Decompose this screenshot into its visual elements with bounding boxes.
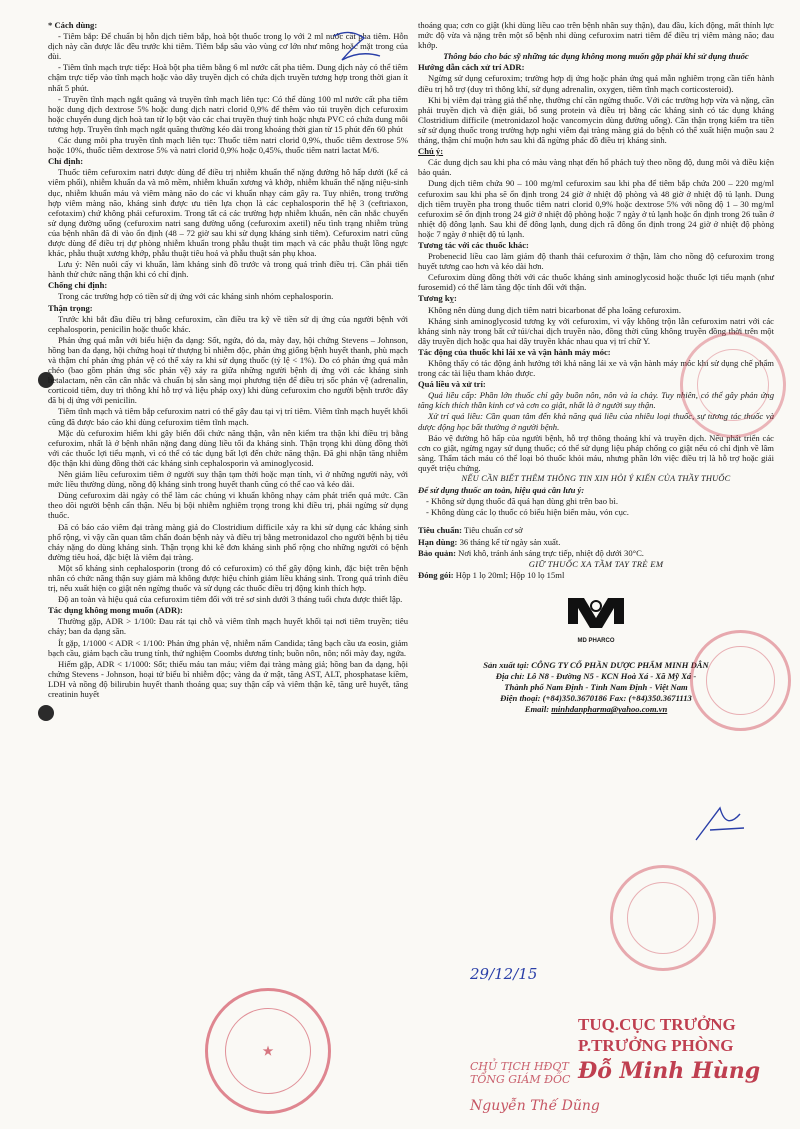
than-trong-para: Một số kháng sinh cephalosporin (trong đó có cefuroxim) có thể gây động kinh, đặc biệt trên bệnh nhân có chức năng thận suy giảm mà không được hiệu chỉnh giảm liều kháng sinh. Trong quá trình điều trị, nếu xuất hiện co giật nên ngừng thuốc và sử dụng các thuốc điều trị động kinh thích hợp. bbox=[48, 562, 408, 594]
cach-dung-para: - Truyền tĩnh mạch ngắt quãng và truyền tĩnh mạch liên tục: Có thể dùng 100 ml nước cất pha tiêm hoặc dung dịch dextrose 5% hoặc dung dịch natri clorid 0,9% để thêm vào túi truyền dịch cefuroxim hoặc chuyển dung dịch hoà tan từ lọ bột vào các chai truyền thuỷ tinh hoặc nhựa PVC có chứa dung môi tương hợp. Truyền tĩnh mạch ngắt quãng thường kéo dài trong khoảng thời gian từ 15 phút đến 60 phút bbox=[48, 93, 408, 134]
director-title-1: CHỦ TỊCH HĐQT bbox=[470, 1060, 569, 1073]
dong-goi-label: Đóng gói: bbox=[418, 569, 454, 580]
chi-dinh-title: Chỉ định: bbox=[48, 156, 84, 167]
than-trong-para: Đã có báo cáo viêm đại tràng màng giả do Clostridium difficile xảy ra khi sử dụng các kháng sinh phổ rộng, vì vậy cần quan tâm chẩn đoán bệnh này và điều trị bằng metronidazol cho người bệnh bị tiêu chảy nặng do dùng kháng sinh. Thận trọng khi kê đơn kháng sinh phổ rộng cho những người có bệnh đường tiêu hoá, đặc biệt là viêm đại tràng. bbox=[48, 521, 408, 562]
signature-scribble-icon bbox=[690, 800, 750, 850]
adr-para: Hiếm gặp, ADR < 1/1000: Sốt; thiếu máu tan máu; viêm đại tràng màng giả; hồng ban đa dạng, hội chứng Stevens - Johnson, hoại tử biểu bì nhiễm độc; vàng da ứ mật, tăng AST, ALT, phosphatase kiềm, LDH và nồng độ bilirubin huyết thanh thoáng qua; suy thận cấp và viêm thận kẽ, tăng urê huyết, tăng creatinin huyết bbox=[48, 658, 408, 699]
dong-goi-value: Hộp 1 lọ 20ml; Hộp 10 lọ 15ml bbox=[455, 569, 565, 580]
tuong-tac-para: Cefuroxim dùng đồng thời với các thuốc kháng sinh aminoglycosid hoặc thuốc lợi tiểu mạnh (như furosemid) có thể làm tăng độc tính đối với thận. bbox=[418, 272, 774, 293]
signoff-title-2: P.TRƯỞNG PHÒNG bbox=[578, 1036, 734, 1055]
adr-para: Thường gặp, ADR > 1/100: Đau rát tại chỗ và viêm tĩnh mạch huyết khối tại nơi tiêm truyền; tiêu chảy; ban da dạng sần. bbox=[48, 616, 408, 637]
storage-note: GIỮ THUỐC XA TẦM TAY TRẺ EM bbox=[528, 558, 664, 569]
approval-stamp bbox=[690, 630, 791, 731]
chu-y-para: Dung dịch tiêm chứa 90 – 100 mg/ml cefuroxim sau khi pha để tiêm bắp chứa 200 – 220 mg/ml cefuroxim sau khi pha sẽ ổn định trong 24 giờ ở nhiệt độ phòng và 48 giờ ở nhiệt độ tủ lạnh. Dung dịch tiêm truyền pha trong thuốc tiêm natri clorid 0,9% hoặc dextrose 5% với nồng độ 1 – 30 mg/ml cefuroxim sẽ ổn định trong 24 giờ ở nhiệt độ phòng hoặc 7 ngày ở tủ lạnh hoặc ổn định trong 26 tuần ở nhiệt độ đông lạnh. Sau khi để đông lạnh, dung dịch rã đông ổn định trong 24 giờ ở nhiệt độ phòng hoặc 7 ngày ở nhiệt độ tủ lạnh. bbox=[418, 178, 774, 239]
director-title-2: TỔNG GIÁM ĐỐC bbox=[470, 1073, 571, 1086]
left-column bbox=[48, 20, 408, 700]
han-dung-row bbox=[418, 537, 774, 547]
tuong-ky-title: Tương kỵ: bbox=[418, 293, 457, 304]
than-trong-para: Phản ứng quá mẫn với biểu hiện đa dạng: Sốt, ngứa, đỏ da, mày đay, hội chứng Stevens – Johnson, hồng ban đa dạng, hội chứng hoại tử thượng bì nhiễm độc, phản ứng giống bệnh huyết thanh, phù mạch và thậm chí phản ứng phản vệ có thể xảy ra khi sử dụng thuốc (tỷ lệ < 1%). Do có phản ứng quá mẫn chéo (bao gồm phản ứng sốc phản vệ) xảy ra giữa những người bệnh dị ứng với các kháng sinh betalactam, nên cần cân nhắc và chuẩn bị sẵn sàng mọi phương tiện để điều trị sốc phản vệ (adrenalin, corticoid tiêm, duy trì thông khí hỗ trợ và liệu pháp oxy) khi dùng cefuroxim cho người bệnh trước đây đã bị dị ứng với penicilin. bbox=[48, 334, 408, 406]
mfr-phone: Điện thoại: (+84)350.3670186 Fax: (+84)350.3671113 bbox=[500, 693, 692, 704]
chi-dinh-text: Thuốc tiêm cefuroxim natri được dùng để điều trị nhiễm khuẩn thể nặng đường hô hấp dưới (kể cả viêm phổi), nhiễm khuẩn da và mô mềm, nhiễm khuẩn xương và khớp, nhiễm khuẩn thể nặng niệu-sinh dục, nhiễm khuẩn máu và viêm màng não do các vi khuẩn nhạy cảm gây ra. Tuy nhiên, trong trường hợp viêm màng não, kháng sinh được ưu tiên lựa chọn là các cephalosporin thế hệ 3 (ceftriaxon, cefotaxim) chứ không phải cefuroxim. Trong tất cả các trường hợp nhiễm khuẩn, nên cân nhắc chuyển sử dụng đường uống (cefuroxim natri sang đường uống (cefuroxim axetil) nếu tình trạng nhiễm trùng của bệnh nhân đã đi vào ổn định (48 – 72 giờ sau khi sử dụng kháng sinh tiêm). Cefuroxim natri cũng được dùng để điều trị dự phòng nhiễm khuẩn trong phẫu thuật tim mạch và các phẫu thuật lồng ngực khác, phẫu thuật xương khớp, phẫu thuật tiêu hoá và phẫu thuật sản phụ khoa. bbox=[48, 167, 408, 259]
than-trong-para: Trước khi bắt đầu điều trị bằng cefuroxim, cần điều tra kỹ về tiền sử dị ứng của người bệnh với cephalosporin, penicilin hoặc thuốc khác. bbox=[48, 313, 408, 334]
company-seal-stamp bbox=[205, 988, 331, 1114]
tuong-tac-title: Tương tác với các thuốc khác: bbox=[418, 239, 529, 250]
tac-dong-text: Không thấy có tác động ảnh hưởng tới khả năng lái xe và vận hành máy móc khi sử dụng chế phẩm trong các tài liệu tham khảo được. bbox=[418, 358, 774, 379]
qua-lieu-para: Quá liều cấp: Phần lớn thuốc chỉ gây buồn nôn, nôn và ỉa chảy. Tuy nhiên, có thể gây phản ứng tăng kích thích thần kinh cơ và cơn co giật, nhất là ở người suy thận. bbox=[418, 390, 774, 411]
than-trong-para: Độ an toàn và hiệu quả của cefuroxim tiêm đối với trẻ sơ sinh dưới 3 tháng tuổi chưa được thiết lập. bbox=[58, 594, 403, 605]
than-trong-para: Nên giảm liều cefuroxim tiêm ở người suy thận tạm thời hoặc mạn tính, vì ở những người này, với mức liều thường dùng, nồng độ kháng sinh trong huyết thanh cũng có thể cao và kéo dài. bbox=[48, 469, 408, 490]
cach-dung-title: * Cách dùng: bbox=[48, 20, 98, 30]
mfr-name: Sản xuất tại: CÔNG TY CỔ PHẦN DƯỢC PHẨM MINH DÂN bbox=[483, 660, 709, 671]
luu-y-text: Lưu ý: Nên nuôi cấy vi khuẩn, làm kháng sinh đồ trước và trong quá trình điều trị. Cần phải tiến hành thử chức năng thận khi có chỉ định. bbox=[48, 259, 408, 280]
bao-quan-row bbox=[418, 548, 774, 558]
handwritten-date: 29/12/15 bbox=[470, 965, 538, 983]
stamp-inner-ring: ★ bbox=[225, 1008, 311, 1094]
bao-quan-value: Nơi khô, tránh ánh sáng trực tiếp, nhiệt độ dưới 30°C. bbox=[458, 547, 644, 558]
huong-dan-para: Ngừng sử dụng cefuroxim; trường hợp dị ứng hoặc phản ứng quá mẫn nghiêm trọng cần tiến hành điều trị hỗ trợ (duy trì thông khí, sử dụng adrenalin, oxygen, tiêm tĩnh mạch corticosteroid). bbox=[418, 73, 774, 94]
than-trong-para: Tiêm tĩnh mạch và tiêm bắp cefuroxim natri có thể gây đau tại vị trí tiêm. Viêm tĩnh mạch huyết khối cũng đã được báo cáo khi dùng cefuroxim tiêm tĩnh mạch. bbox=[48, 406, 408, 427]
qua-lieu-para: Bảo vệ đường hô hấp của người bệnh, hỗ trợ thông thoáng khí và truyền dịch. Nếu phát triển các cơn co giật, ngừng ngay sử dụng thuốc; có thể sử dụng liệu pháp chống co giật nếu có chỉ định về lâm sàng. Thẩm tách máu có thể loại bỏ thuốc khỏi máu, nhưng phần lớn việc điều trị là hỗ trợ hoặc giải quyết triệu chứng. bbox=[418, 432, 774, 473]
director-name: Nguyễn Thế Dũng bbox=[470, 1098, 600, 1114]
signature-scribble-icon bbox=[330, 26, 390, 66]
than-trong-para: Mặc dù cefuroxim hiếm khi gây biến đổi chức năng thận, vẫn nên kiểm tra thận khi điều trị bằng cefuroxim, nhất là ở bệnh nhân nặng đang dùng liều tối đa kháng sinh. Thận trọng khi dùng đồng thời với các thuốc lợi tiểu mạnh, vì có thể có tác dụng bất lợi đến chức năng thận. Đã ghi nhận tăng nhiễm độc thận khi dùng đồng thời các kháng sinh cephalosporin và aminoglycosid. bbox=[48, 427, 408, 468]
chong-chi-dinh-text: Trong các trường hợp có tiền sử dị ứng với các kháng sinh nhóm cephalosporin. bbox=[58, 291, 334, 302]
stamp-inner-ring bbox=[706, 646, 775, 715]
tieu-chuan-value: Tiêu chuẩn cơ sở bbox=[464, 525, 523, 536]
chu-y-title: Chú ý: bbox=[418, 146, 444, 157]
tuong-ky-para: Kháng sinh aminoglycosid tương kỵ với cefuroxim, vì vậy không trộn lẫn cefuroxim natri với các kháng sinh này trong bất cứ túi/chai dịch truyền nào, đồng thời cũng không truyền đồng thời trên một dây truyền dịch hoặc qua hai dây truyền khác nhau qua vị trí chữ Y. bbox=[418, 315, 774, 346]
stamp-inner-ring bbox=[627, 882, 699, 954]
notice-title: Thông báo cho bác sỹ những tác dụng không mong muốn gặp phải khi sử dụng thuốc bbox=[443, 51, 749, 62]
tac-dong-title: Tác động của thuốc khi lái xe và vận hành máy móc: bbox=[418, 346, 611, 357]
qua-lieu-title: Quá liều và xử trí: bbox=[418, 379, 486, 390]
signoff-title-1: TUQ.CỤC TRƯỞNG bbox=[578, 1015, 736, 1034]
approval-stamp bbox=[610, 865, 716, 971]
cach-dung-para: - Tiêm bắp: Để chuẩn bị hỗn dịch tiêm bắp, hoà bột thuốc trong lọ với 2 ml nước cất pha tiêm. Hỗn dịch này cần được lắc đều trước khi tiêm. Tiêm bắp sâu vào vùng cơ lớn như mông hoặc mặt trong của đùi. bbox=[48, 31, 408, 62]
adr-title: Tác dụng không mong muốn (ADR): bbox=[48, 605, 183, 616]
mfr-email-link[interactable]: minhdanpharma@yahoo.com.vn bbox=[551, 704, 668, 715]
mfr-address-1: Địa chỉ: Lô N8 - Đường N5 - KCN Hoà Xá - Xã Mỹ Xá - bbox=[495, 671, 697, 682]
md-pharco-logo-icon bbox=[556, 594, 636, 638]
tuong-ky-para: Không nên dùng dung dịch tiêm natri bicarbonat để pha loãng cefuroxim. bbox=[428, 304, 681, 315]
tuong-tac-para: Probenecid liều cao làm giảm độ thanh thải cefuroxim ở thận, làm cho nồng độ cefuroxim trong huyết tương cao hơn và kéo dài hơn. bbox=[418, 251, 774, 272]
tieu-chuan-label: Tiêu chuẩn: bbox=[418, 525, 463, 536]
chong-chi-dinh-title: Chống chỉ định: bbox=[48, 280, 108, 291]
than-trong-para: Dùng cefuroxim dài ngày có thể làm các chủng vi khuẩn không nhạy cảm phát triển quá mức. Cần theo dõi người bệnh cẩn thận. Nếu bị bội nhiễm nghiêm trọng trong khi điều trị, phải ngừng sử dụng thuốc. bbox=[48, 490, 408, 521]
dong-goi-row bbox=[418, 570, 774, 580]
safe-use-item: - Không sử dụng thuốc đã quá hạn dùng ghi trên bao bì. bbox=[426, 496, 619, 507]
than-trong-title: Thận trọng: bbox=[48, 302, 93, 313]
punch-hole bbox=[38, 705, 54, 721]
mfr-address-2: Thành phố Nam Định - Tỉnh Nam Định - Việt Nam bbox=[504, 682, 688, 693]
bao-quan-label: Bảo quản: bbox=[418, 547, 456, 558]
adr-para: Ít gặp, 1/1000 < ADR < 1/100: Phản ứng phản vệ, nhiễm nấm Candida; tăng bạch cầu ưa eosin, giảm bạch cầu, giảm bạch cầu trung tính, thử nghiệm Coombs dương tính; buồn nôn, nôn; nổi mày đay, ngứa. bbox=[48, 637, 408, 658]
approval-stamp bbox=[680, 332, 786, 438]
cach-dung-para: Các dung môi pha truyền tĩnh mạch liên tục: Thuốc tiêm natri clorid 0,9%, thuốc tiêm dextrose 5% hoặc 10%, thuốc tiêm dextrose 5% và natri clorid 0,9% hoặc 0,45%, thuốc tiêm natri lactat M/6. bbox=[48, 135, 408, 156]
signoff-name: Đỗ Minh Hùng bbox=[578, 1058, 761, 1084]
safe-use-title: Để sử dụng thuốc an toàn, hiệu quả cần lưu ý: bbox=[418, 485, 585, 496]
safe-use-item: - Không dùng các lọ thuốc có biểu hiện biến màu, vón cục. bbox=[426, 507, 629, 518]
logo-text: MD PHARCO bbox=[577, 637, 615, 644]
stamp-inner-ring bbox=[697, 349, 769, 421]
consult-notice: NẾU CẦN BIẾT THÊM THÔNG TIN XIN HỎI Ý KIẾN CỦA THẦY THUỐC bbox=[461, 474, 731, 484]
han-dung-value: 36 tháng kể từ ngày sản xuất. bbox=[459, 536, 561, 547]
han-dung-label: Hạn dùng: bbox=[418, 536, 458, 547]
chu-y-para: Các dung dịch sau khi pha có màu vàng nhạt đến hổ phách tuỳ theo nồng độ, dung môi và điều kiện bảo quản. bbox=[418, 157, 774, 178]
huong-dan-title: Hướng dẫn cách xử trí ADR: bbox=[418, 62, 525, 73]
tieu-chuan-row bbox=[418, 525, 774, 535]
cach-dung-para: - Tiêm tĩnh mạch trực tiếp: Hoà bột pha tiêm bằng 6 ml nước cất pha tiêm. Dung dịch này có thể tiêm chậm trực tiếp vào tĩnh mạch hoặc vào dây truyền dịch có chứa dịch truyền tương hợp trong thời gian ít nhất 5 phút. bbox=[48, 62, 408, 93]
qua-lieu-para: Xử trí quá liều: Cần quan tâm đến khả năng quá liều của nhiều loại thuốc, sự tương tác thuốc và dược động học bất thường ở người bệnh. bbox=[418, 411, 774, 432]
mfr-email-label: Email: bbox=[524, 704, 550, 715]
huong-dan-para: Khi bị viêm đại tràng giả thể nhẹ, thường chỉ cần ngừng thuốc. Với các trường hợp vừa và nặng, cần phải truyền dịch và điện giải, bổ sung protein và điều trị bằng các kháng sinh có tác dụng kháng Clostridium difficile (metronidazol hoặc vancomycin dùng đường uống). Cần thận trọng kiểm tra tiền sử sử dụng thuốc trong trường hợp nghi viêm đại tràng màng giả do bệnh có thể xuất hiện muộn sau 2 tháng, thậm chí muộn hơn sau khi đã ngừng phác đồ điều trị kháng sinh. bbox=[418, 94, 774, 146]
adr-continued: thoáng qua; cơn co giật (khi dùng liều cao trên bệnh nhân suy thận), đau đầu, kích động, mất thính lực mức độ vừa và nặng trên một số bệnh nhi dùng cefuroxim natri tiêm để điều trị viêm màng não; đau khớp. bbox=[418, 20, 774, 51]
